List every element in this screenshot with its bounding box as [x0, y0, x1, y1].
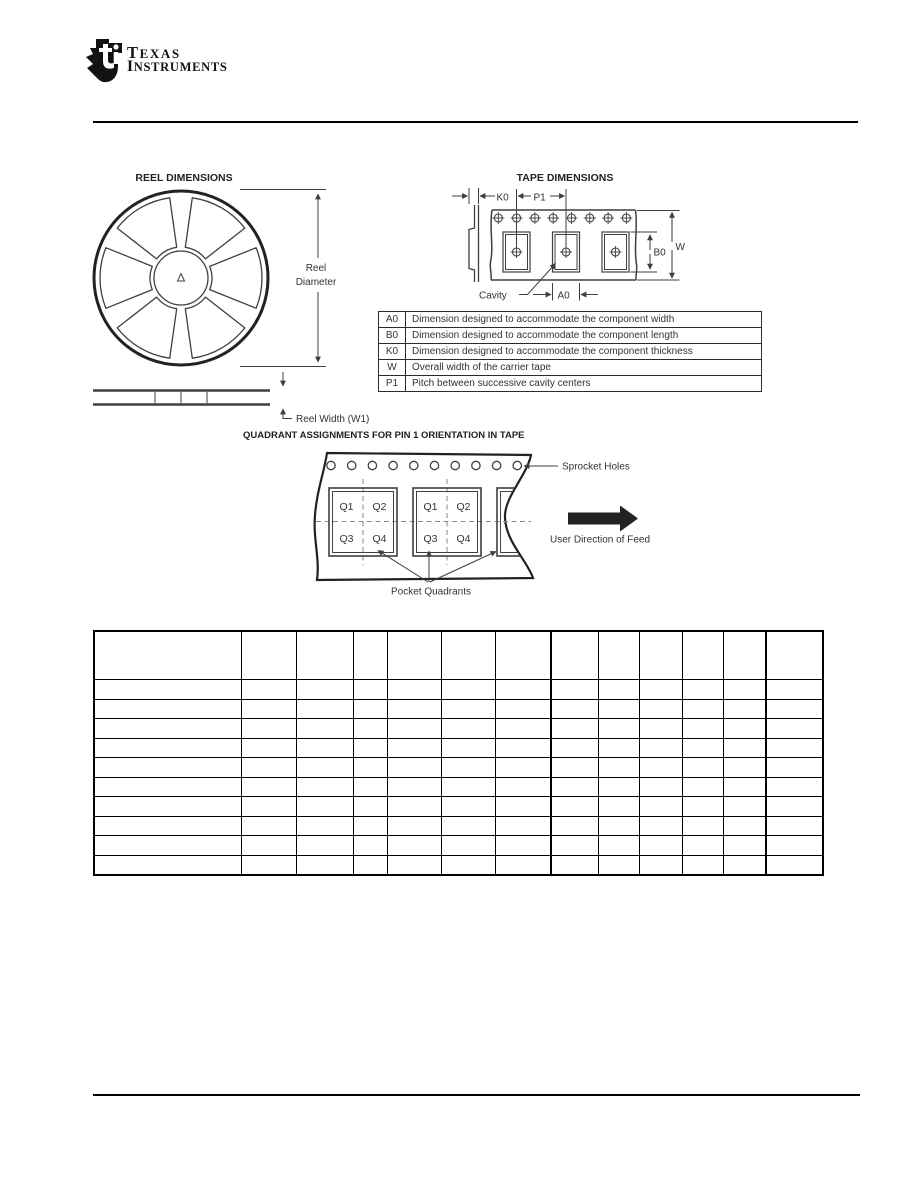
table-cell: [639, 777, 682, 797]
table-cell: [241, 738, 296, 758]
table-cell: [551, 777, 598, 797]
table-cell: [241, 699, 296, 719]
table-cell: [598, 680, 639, 700]
table-cell: [387, 680, 441, 700]
table-cell: [387, 855, 441, 875]
header-cell: [551, 631, 598, 680]
tape-reel-table: [93, 630, 824, 876]
def-id: W: [379, 360, 406, 376]
def-row: [379, 344, 762, 360]
w-dimension: [637, 211, 680, 281]
table-cell: [353, 816, 387, 836]
pocket-a-q3: Q3: [339, 533, 354, 545]
table-cell: [551, 758, 598, 778]
table-cell: [682, 699, 723, 719]
table-cell: [495, 680, 551, 700]
table-cell: [766, 797, 823, 817]
table-row: [94, 855, 823, 875]
table-cell: [441, 738, 495, 758]
table-cell: [723, 777, 766, 797]
def-row: [379, 312, 762, 328]
pocket-a-q4: Q4: [372, 533, 387, 545]
table-cell: [495, 836, 551, 856]
pocket-b-q4: Q4: [456, 533, 471, 545]
table-row: [94, 738, 823, 758]
table-cell: [241, 719, 296, 739]
table-cell: [598, 816, 639, 836]
quadrant-title: QUADRANT ASSIGNMENTS FOR PIN 1 ORIENTATION IN TAPE: [243, 430, 525, 441]
cavity-label: Cavity: [479, 290, 507, 302]
dimension-definitions-table: [378, 311, 762, 392]
table-cell: [441, 797, 495, 817]
table-cell: [94, 836, 241, 856]
table-cell: [598, 855, 639, 875]
table-cell: [441, 836, 495, 856]
table-row: [94, 719, 823, 739]
b0-label: B0: [653, 247, 666, 259]
reel-width-label: Reel Width (W1): [296, 414, 370, 425]
table-cell: [723, 758, 766, 778]
table-cell: [639, 738, 682, 758]
table-cell: [551, 719, 598, 739]
table-cell: [353, 855, 387, 875]
table-cell: [766, 855, 823, 875]
reel-hub: [154, 251, 208, 305]
def-desc: Dimension designed to accommodate the component thickness: [406, 344, 762, 360]
table-cell: [639, 699, 682, 719]
table-cell: [639, 680, 682, 700]
table-cell: [241, 758, 296, 778]
table-cell: [682, 738, 723, 758]
tape-sprocket-holes: [492, 212, 632, 224]
table-cell: [441, 719, 495, 739]
table-row: [94, 680, 823, 700]
tape-dimensions-title: TAPE DIMENSIONS: [516, 172, 614, 184]
def-desc: Overall width of the carrier tape: [406, 360, 762, 376]
def-desc: Dimension designed to accommodate the component length: [406, 328, 762, 344]
table-cell: [296, 816, 353, 836]
table-cell: [682, 816, 723, 836]
table-cell: [551, 680, 598, 700]
table-cell: [94, 699, 241, 719]
cavity-leader-line: [519, 264, 556, 295]
table-cell: [353, 680, 387, 700]
table-cell: [387, 738, 441, 758]
quadrant-assignments-figure: [243, 430, 650, 598]
table-cell: [551, 738, 598, 758]
table-cell: [441, 855, 495, 875]
table-cell: [94, 816, 241, 836]
table-cell: [495, 758, 551, 778]
table-cell: [387, 777, 441, 797]
feed-direction-label: User Direction of Feed: [549, 534, 651, 546]
table-cell: [723, 855, 766, 875]
ti-logo-mark: [0, 0, 230, 95]
table-cell: [495, 777, 551, 797]
table-cell: [94, 758, 241, 778]
w-label: W: [675, 242, 685, 253]
table-cell: [296, 680, 353, 700]
table-cell: [353, 699, 387, 719]
table-cell: [495, 855, 551, 875]
table-cell: [766, 738, 823, 758]
table-cell: [598, 719, 639, 739]
header-cell: [682, 631, 723, 680]
table-cell: [296, 758, 353, 778]
table-cell: [723, 797, 766, 817]
reel-diameter-label-line1: Reel: [305, 263, 327, 274]
table-cell: [387, 816, 441, 836]
table-row: [94, 777, 823, 797]
table-cell: [551, 855, 598, 875]
table-cell: [296, 836, 353, 856]
def-id: A0: [379, 312, 406, 328]
table-header-row: [94, 631, 823, 680]
table-row: [94, 758, 823, 778]
reel-dimensions-title: REEL DIMENSIONS: [135, 172, 233, 184]
table-cell: [387, 758, 441, 778]
def-desc: Dimension designed to accommodate the component width: [406, 312, 762, 328]
table-cell: [94, 855, 241, 875]
table-cell: [723, 719, 766, 739]
table-cell: [495, 797, 551, 817]
table-cell: [766, 816, 823, 836]
table-cell: [296, 699, 353, 719]
def-id: K0: [379, 344, 406, 360]
table-cell: [353, 758, 387, 778]
table-cell: [723, 699, 766, 719]
table-cell: [94, 680, 241, 700]
reel-outer-rim: [94, 191, 268, 365]
logo-text-texas: TEXAS: [127, 43, 181, 62]
reel-diameter-label-line2: Diameter: [295, 277, 337, 288]
header-cell: [441, 631, 495, 680]
table-cell: [766, 680, 823, 700]
table-cell: [353, 777, 387, 797]
pocket-a-q2: Q2: [372, 501, 387, 513]
header-cell: [387, 631, 441, 680]
table-cell: [723, 738, 766, 758]
table-cell: [495, 816, 551, 836]
table-cell: [441, 699, 495, 719]
hub-center-mark: [178, 274, 185, 282]
table-cell: [495, 719, 551, 739]
pocket-b-q2: Q2: [456, 501, 471, 513]
table-cell: [241, 836, 296, 856]
table-cell: [766, 758, 823, 778]
table-cell: [639, 797, 682, 817]
k0-dimension: [452, 188, 495, 204]
pocket-quadrants-label: Pocket Quadrants: [390, 586, 472, 598]
sprocket-holes-label: Sprocket Holes: [562, 461, 630, 473]
table-cell: [296, 797, 353, 817]
header-cell: [723, 631, 766, 680]
table-cell: [296, 777, 353, 797]
table-cell: [639, 836, 682, 856]
table-cell: [639, 758, 682, 778]
reel-side-view: [93, 372, 292, 419]
table-row: [94, 699, 823, 719]
table-cell: [682, 836, 723, 856]
table-cell: [441, 777, 495, 797]
tape-side-profile: [469, 205, 479, 282]
table-cell: [598, 738, 639, 758]
table-cell: [639, 719, 682, 739]
table-cell: [441, 758, 495, 778]
def-row: [379, 360, 762, 376]
table-cell: [296, 855, 353, 875]
pocket-a-q1: Q1: [339, 501, 354, 513]
table-cell: [682, 719, 723, 739]
table-cell: [387, 699, 441, 719]
table-cell: [639, 855, 682, 875]
table-cell: [598, 758, 639, 778]
table-cell: [766, 836, 823, 856]
footer-rule: [93, 1094, 860, 1096]
def-row: [379, 376, 762, 392]
table-cell: [682, 797, 723, 817]
table-cell: [598, 836, 639, 856]
table-cell: [94, 719, 241, 739]
table-cell: [551, 797, 598, 817]
table-row: [94, 836, 823, 856]
table-cell: [766, 719, 823, 739]
table-cell: [94, 797, 241, 817]
table-cell: [598, 777, 639, 797]
header-cell: [296, 631, 353, 680]
table-cell: [296, 738, 353, 758]
table-cell: [441, 816, 495, 836]
table-cell: [682, 855, 723, 875]
pocket-b-q3: Q3: [423, 533, 438, 545]
table-cell: [723, 680, 766, 700]
header-cell: [766, 631, 823, 680]
reel-dimensions-figure: [93, 172, 369, 425]
table-cell: [495, 699, 551, 719]
tape-dimensions-figure: [452, 172, 686, 302]
table-cell: [387, 797, 441, 817]
table-cell: [598, 699, 639, 719]
table-cell: [241, 816, 296, 836]
table-cell: [353, 797, 387, 817]
def-id: P1: [379, 376, 406, 392]
table-cell: [639, 816, 682, 836]
p1-label: P1: [533, 192, 546, 204]
table-cell: [353, 738, 387, 758]
header-rule: [93, 121, 858, 123]
table-cell: [353, 719, 387, 739]
table-cell: [296, 719, 353, 739]
feed-direction-arrow: [568, 506, 638, 532]
header-cell: [598, 631, 639, 680]
table-cell: [387, 719, 441, 739]
table-cell: [495, 738, 551, 758]
table-cell: [387, 836, 441, 856]
table-cell: [551, 816, 598, 836]
table-row: [94, 797, 823, 817]
table-cell: [241, 797, 296, 817]
table-cell: [682, 680, 723, 700]
a0-label: A0: [557, 290, 570, 302]
header-cell: [639, 631, 682, 680]
table-cell: [766, 699, 823, 719]
header-cell: [495, 631, 551, 680]
table-cell: [353, 836, 387, 856]
pocket-b-q1: Q1: [423, 501, 438, 513]
table-cell: [598, 797, 639, 817]
k0-label: K0: [496, 192, 509, 204]
header-cell: [241, 631, 296, 680]
logo-text-instruments: INSTRUMENTS: [127, 58, 228, 75]
def-id: B0: [379, 328, 406, 344]
def-desc: Pitch between successive cavity centers: [406, 376, 762, 392]
table-cell: [766, 777, 823, 797]
table-cell: [241, 855, 296, 875]
table-cell: [551, 699, 598, 719]
table-cell: [94, 738, 241, 758]
table-cell: [682, 777, 723, 797]
header-cell: [353, 631, 387, 680]
table-cell: [723, 836, 766, 856]
reel-spoke-slots: [100, 198, 262, 358]
table-cell: [441, 680, 495, 700]
table-cell: [241, 680, 296, 700]
table-cell: [723, 816, 766, 836]
table-cell: [551, 836, 598, 856]
table-cell: [241, 777, 296, 797]
table-cell: [94, 777, 241, 797]
table-row: [94, 816, 823, 836]
table-cell: [682, 758, 723, 778]
def-row: [379, 328, 762, 344]
header-cell: [94, 631, 241, 680]
